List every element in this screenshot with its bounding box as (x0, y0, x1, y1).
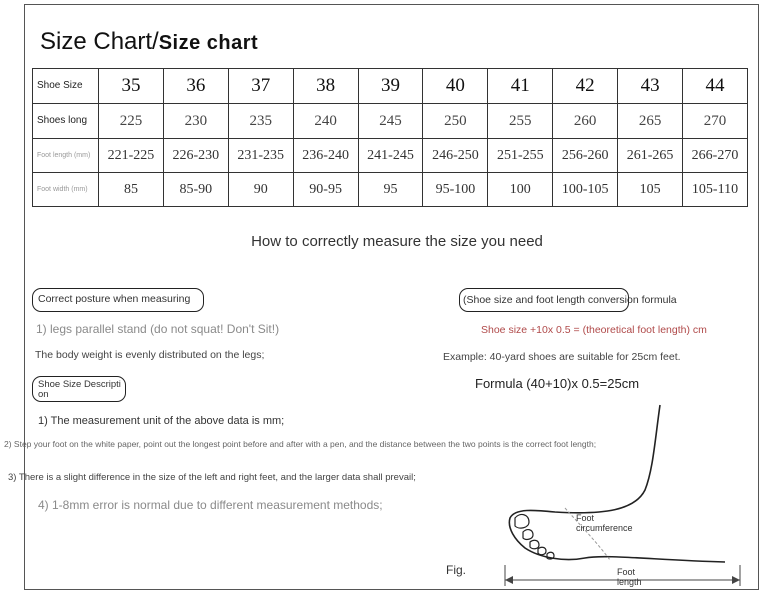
description-text-4: 4) 1-8mm error is normal due to different measurement methods; (38, 498, 383, 512)
table-cell: 221-225 (99, 139, 164, 173)
table-cell: 36 (163, 69, 228, 104)
foot-illustration (495, 400, 750, 590)
table-cell: 240 (293, 104, 358, 139)
posture-text-2: The body weight is evenly distributed on the legs; (35, 349, 265, 361)
table-cell: 261-265 (618, 139, 683, 173)
table-cell: 95 (358, 173, 423, 207)
foot-outline (509, 405, 725, 562)
table-cell: 35 (99, 69, 164, 104)
table-cell: 39 (358, 69, 423, 104)
posture-text-1: 1) legs parallel stand (do not squat! Don't Sit!) (36, 322, 280, 336)
table-cell: 38 (293, 69, 358, 104)
table-cell: 90 (228, 173, 293, 207)
table-cell: 236-240 (293, 139, 358, 173)
table-cell: 90-95 (293, 173, 358, 207)
table-cell: 235 (228, 104, 293, 139)
page-title (40, 28, 258, 56)
table-cell: 44 (683, 69, 748, 104)
table-cell: 43 (618, 69, 683, 104)
table-cell: 105 (618, 173, 683, 207)
table-cell: 251-255 (488, 139, 553, 173)
table-cell: 270 (683, 104, 748, 139)
length-arrow-left (505, 576, 513, 584)
table-cell: 225 (99, 104, 164, 139)
table-cell: 100 (488, 173, 553, 207)
length-label: Foot length (617, 567, 642, 587)
title-secondary: Size chart (158, 32, 259, 54)
formula-calculation: Formula (40+10)x 0.5=25cm (475, 376, 640, 391)
table-cell: 100-105 (553, 173, 618, 207)
row-label: Foot length (mm) (33, 139, 99, 173)
title-main: Size Chart/ (40, 28, 159, 55)
circumference-label: Foot circumference (576, 513, 633, 533)
table-cell: 246-250 (423, 139, 488, 173)
table-row-shoes-long (33, 104, 748, 139)
table-cell: 260 (553, 104, 618, 139)
table-cell: 226-230 (163, 139, 228, 173)
table-cell: 250 (423, 104, 488, 139)
description-text-1: 1) The measurement unit of the above data is mm; (38, 415, 285, 427)
table-cell: 105-110 (683, 173, 748, 207)
table-cell: 255 (488, 104, 553, 139)
description-label: Shoe Size Description (32, 376, 126, 402)
table-cell: 42 (553, 69, 618, 104)
toe-4 (538, 547, 546, 554)
table-cell: 95-100 (423, 173, 488, 207)
table-cell: 40 (423, 69, 488, 104)
size-table (32, 68, 748, 207)
table-cell: 256-260 (553, 139, 618, 173)
table-cell: 265 (618, 104, 683, 139)
table-cell: 37 (228, 69, 293, 104)
toe-3 (530, 540, 539, 548)
table-cell: 85 (99, 173, 164, 207)
table-row-shoe-size (33, 69, 748, 104)
figure-label: Fig. (446, 563, 467, 577)
row-label: Shoes long (33, 104, 99, 139)
formula-label: (Shoe size and foot length conversion formula (459, 288, 629, 312)
formula-text: Shoe size +10x 0.5 = (theoretical foot length) cm (481, 324, 707, 336)
table-cell: 231-235 (228, 139, 293, 173)
row-label: Foot width (mm) (33, 173, 99, 207)
row-label: Shoe Size (33, 69, 99, 104)
toe-2 (523, 530, 533, 540)
table-cell: 266-270 (683, 139, 748, 173)
table-cell: 245 (358, 104, 423, 139)
table-cell: 41 (488, 69, 553, 104)
formula-example-text: Example: 40-yard shoes are suitable for 25cm feet. (443, 351, 681, 363)
table-row-foot-width (33, 173, 748, 207)
description-text-3: 3) There is a slight difference in the size of the left and right feet, and the larger data shall prevail; (8, 472, 416, 483)
description-text-2: 2) Step your foot on the white paper, point out the longest point before and after with a pen, and the distance between the two points is the correct foot length; (4, 439, 597, 449)
toe-big (515, 515, 529, 529)
length-arrow-right (732, 576, 740, 584)
posture-label: Correct posture when measuring (32, 288, 204, 312)
table-cell: 85-90 (163, 173, 228, 207)
table-row-foot-length (33, 139, 748, 173)
table-cell: 241-245 (358, 139, 423, 173)
table-cell: 230 (163, 104, 228, 139)
measure-heading: How to correctly measure the size you need (251, 233, 543, 250)
